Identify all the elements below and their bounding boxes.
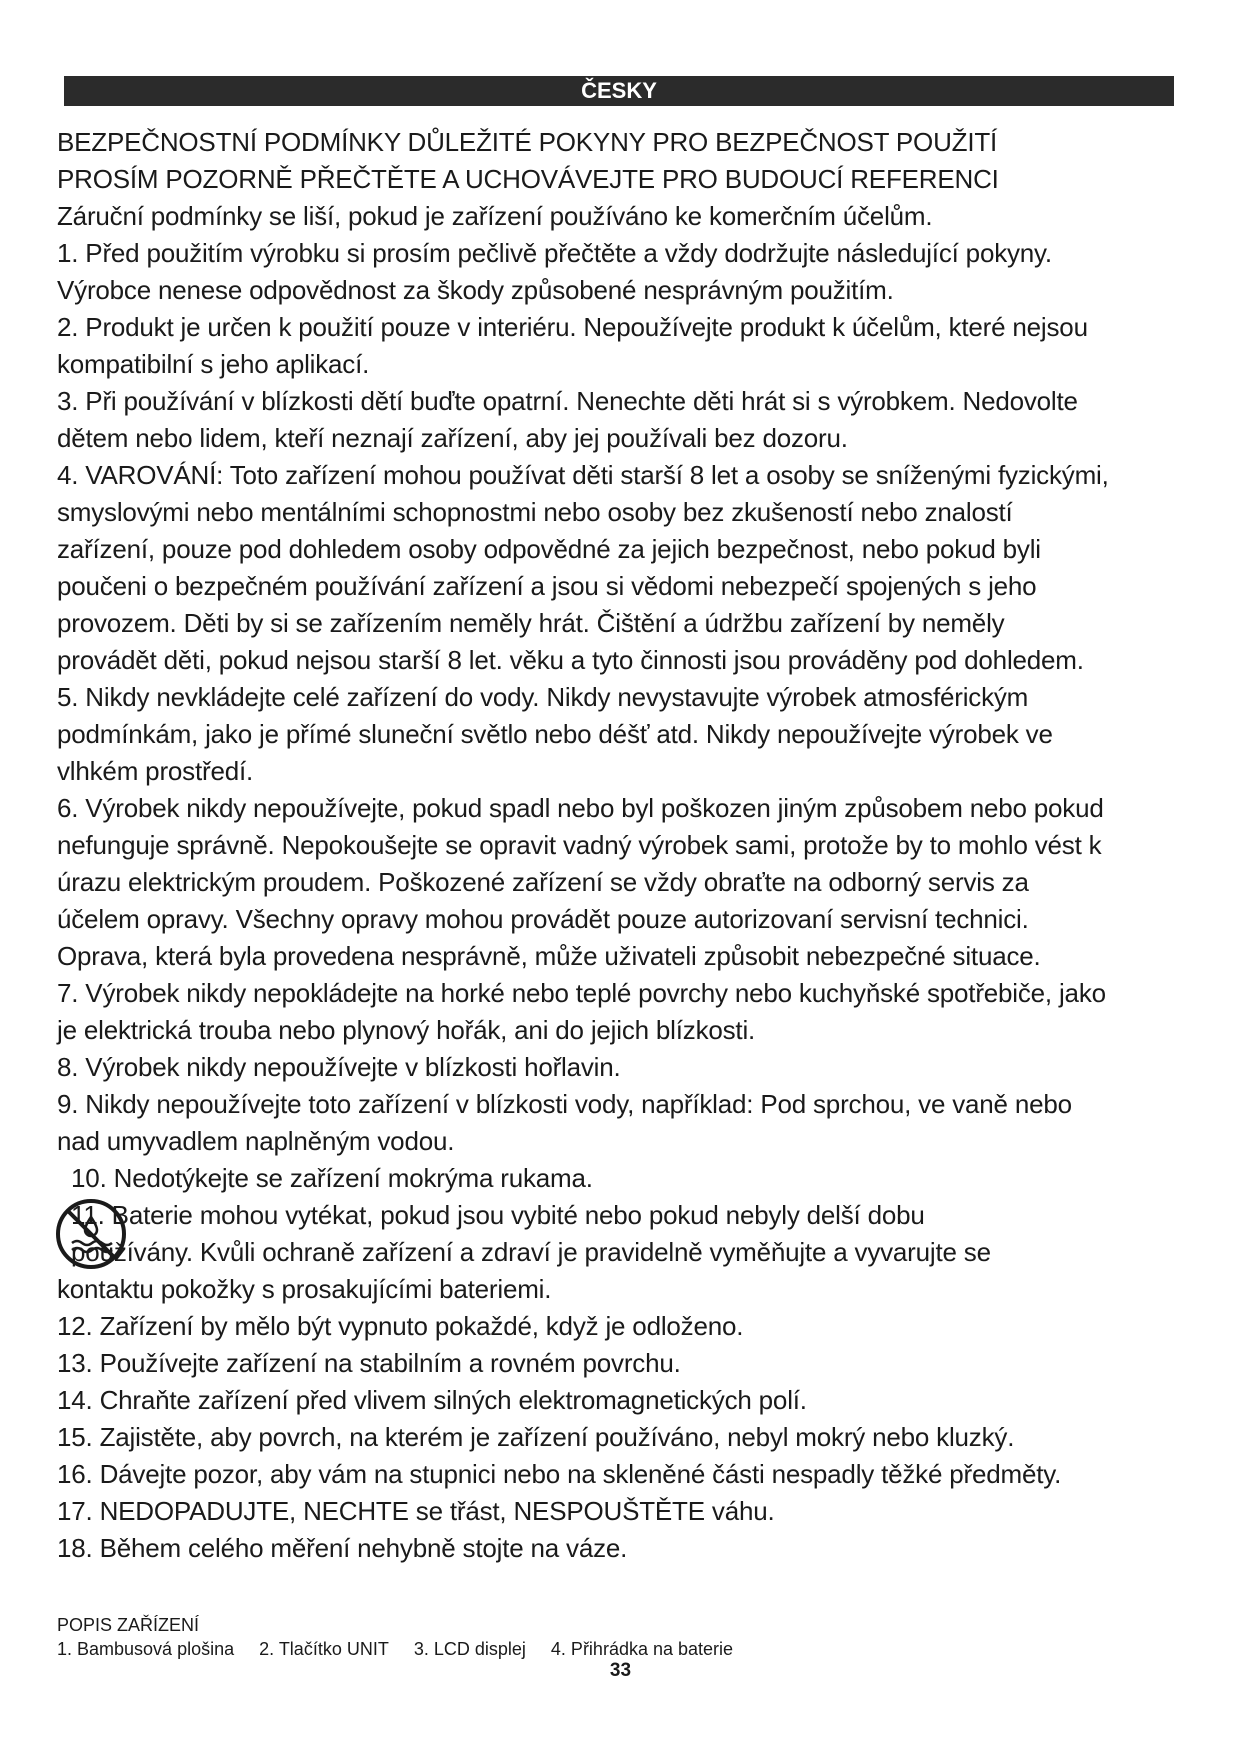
- text-line: 15. Zajistěte, aby povrch, na kterém je zařízení používáno, nebyl mokrý nebo kluzký.: [57, 1422, 1015, 1452]
- text-line: vlhkém prostředí.: [57, 756, 254, 786]
- text-line: 2. Produkt je určen k použití pouze v interiéru. Nepoužívejte produkt k účelům, které nejsou: [57, 312, 1088, 342]
- text-line: účelem opravy. Všechny opravy mohou provádět pouze autorizovaní servisní technici.: [57, 904, 1029, 934]
- language-header: [64, 76, 1174, 106]
- text-line: provozem. Děti by si se zařízením neměly hrát. Čištění a údržbu zařízení by neměly: [57, 608, 1005, 638]
- text-line: nad umyvadlem naplněným vodou.: [57, 1126, 455, 1156]
- text-line: kompatibilní s jeho aplikací.: [57, 349, 370, 379]
- text-line: 9. Nikdy nepoužívejte toto zařízení v blízkosti vody, například: Pod sprchou, ve vaně nebo: [57, 1089, 1072, 1119]
- text-line: 12. Zařízení by mělo být vypnuto pokaždé, když je odloženo.: [57, 1311, 744, 1341]
- page-number: 33: [609, 1660, 632, 1681]
- text-line: je elektrická trouba nebo plynový hořák, ani do jejich blízkosti.: [57, 1015, 756, 1045]
- device-part: 3. LCD displej: [413, 1639, 526, 1659]
- text-line: Oprava, která byla provedena nesprávně, může uživateli způsobit nebezpečné situace.: [57, 941, 1041, 971]
- text-line: dětem nebo lidem, kteří neznají zařízení, aby jej používali bez dozoru.: [57, 423, 848, 453]
- text-line: 14. Chraňte zařízení před vlivem silných elektromagnetických polí.: [57, 1385, 807, 1415]
- device-description-title: POPIS ZAŘÍZENÍ: [57, 1615, 200, 1635]
- device-description: [57, 1613, 1197, 1661]
- text-line: zařízení, pouze pod dohledem osoby odpovědné za jejich bezpečnost, nebo pokud byli: [57, 534, 1041, 564]
- text-line: 10. Nedotýkejte se zařízení mokrýma rukama.: [57, 1163, 593, 1193]
- text-line: 11. Baterie mohou vytékat, pokud jsou vybité nebo pokud nebyly delší dobu: [57, 1200, 925, 1230]
- safety-instructions: [57, 124, 1197, 1567]
- text-line: 4. VAROVÁNÍ: Toto zařízení mohou používat děti starší 8 let a osoby se sníženými fyzickými,: [57, 460, 1109, 490]
- text-line: 16. Dávejte pozor, aby vám na stupnici nebo na skleněné části nespadly těžké předměty.: [57, 1459, 1062, 1489]
- device-part: 2. Tlačítko UNIT: [259, 1639, 389, 1659]
- text-line: provádět děti, pokud nejsou starší 8 let. věku a tyto činnosti jsou prováděny pod dohledem.: [57, 645, 1084, 675]
- text-line: 5. Nikdy nevkládejte celé zařízení do vody. Nikdy nevystavujte výrobek atmosférickým: [57, 682, 1029, 712]
- text-line: kontaktu pokožky s prosakujícími bateriemi.: [57, 1274, 552, 1304]
- text-line: 13. Používejte zařízení na stabilním a rovném povrchu.: [57, 1348, 681, 1378]
- text-line: Výrobce nenese odpovědnost za škody způsobené nesprávným použitím.: [57, 275, 894, 305]
- device-part: 1. Bambusová plošina: [57, 1639, 235, 1659]
- text-line: 18. Během celého měření nehybně stojte na váze.: [57, 1533, 628, 1563]
- text-line: úrazu elektrickým proudem. Poškozené zařízení se vždy obraťte na odborný servis za: [57, 867, 1029, 897]
- no-water-icon: [52, 1195, 130, 1273]
- text-line: 7. Výrobek nikdy nepokládejte na horké nebo teplé povrchy nebo kuchyňské spotřebiče, jako: [57, 978, 1106, 1008]
- text-line: 3. Při používání v blízkosti dětí buďte opatrní. Nenechte děti hrát si s výrobkem. Nedovolte: [57, 386, 1078, 416]
- text-line: 1. Před použitím výrobku si prosím pečlivě přečtěte a vždy dodržujte následující pokyny.: [57, 238, 1052, 268]
- title-line-2: PROSÍM POZORNĚ PŘEČTĚTE A UCHOVÁVEJTE PRO BUDOUCÍ REFERENCI: [57, 164, 999, 194]
- text-line: 6. Výrobek nikdy nepoužívejte, pokud spadl nebo byl poškozen jiným způsobem nebo pokud: [57, 793, 1104, 823]
- title-line-1: BEZPEČNOSTNÍ PODMÍNKY DŮLEŽITÉ POKYNY PRO BEZPEČNOST POUŽITÍ: [57, 127, 998, 157]
- device-parts-list: [57, 1637, 1197, 1661]
- text-line: podmínkám, jako je přímé sluneční světlo nebo déšť atd. Nikdy nepoužívejte výrobek ve: [57, 719, 1053, 749]
- text-line: smyslovými nebo mentálními schopnostmi nebo osoby bez zkušeností nebo znalostí: [57, 497, 1013, 527]
- text-line: 17. NEDOPADUJTE, NECHTE se třást, NESPOUŠTĚTE váhu.: [57, 1496, 775, 1526]
- text-line: Záruční podmínky se liší, pokud je zařízení používáno ke komerčním účelům.: [57, 201, 933, 231]
- text-line: poučeni o bezpečném používání zařízení a jsou si vědomi nebezpečí spojených s jeho: [57, 571, 1037, 601]
- device-part: 4. Přihrádka na baterie: [550, 1639, 734, 1659]
- language-label: ČESKY: [581, 78, 657, 103]
- text-line: nefunguje správně. Nepokoušejte se opravit vadný výrobek sami, protože by to mohlo vést k: [57, 830, 1102, 860]
- text-line: 8. Výrobek nikdy nepoužívejte v blízkosti hořlavin.: [57, 1052, 621, 1082]
- text-line: používány. Kvůli ochraně zařízení a zdraví je pravidelně vyměňujte a vyvarujte se: [57, 1237, 991, 1267]
